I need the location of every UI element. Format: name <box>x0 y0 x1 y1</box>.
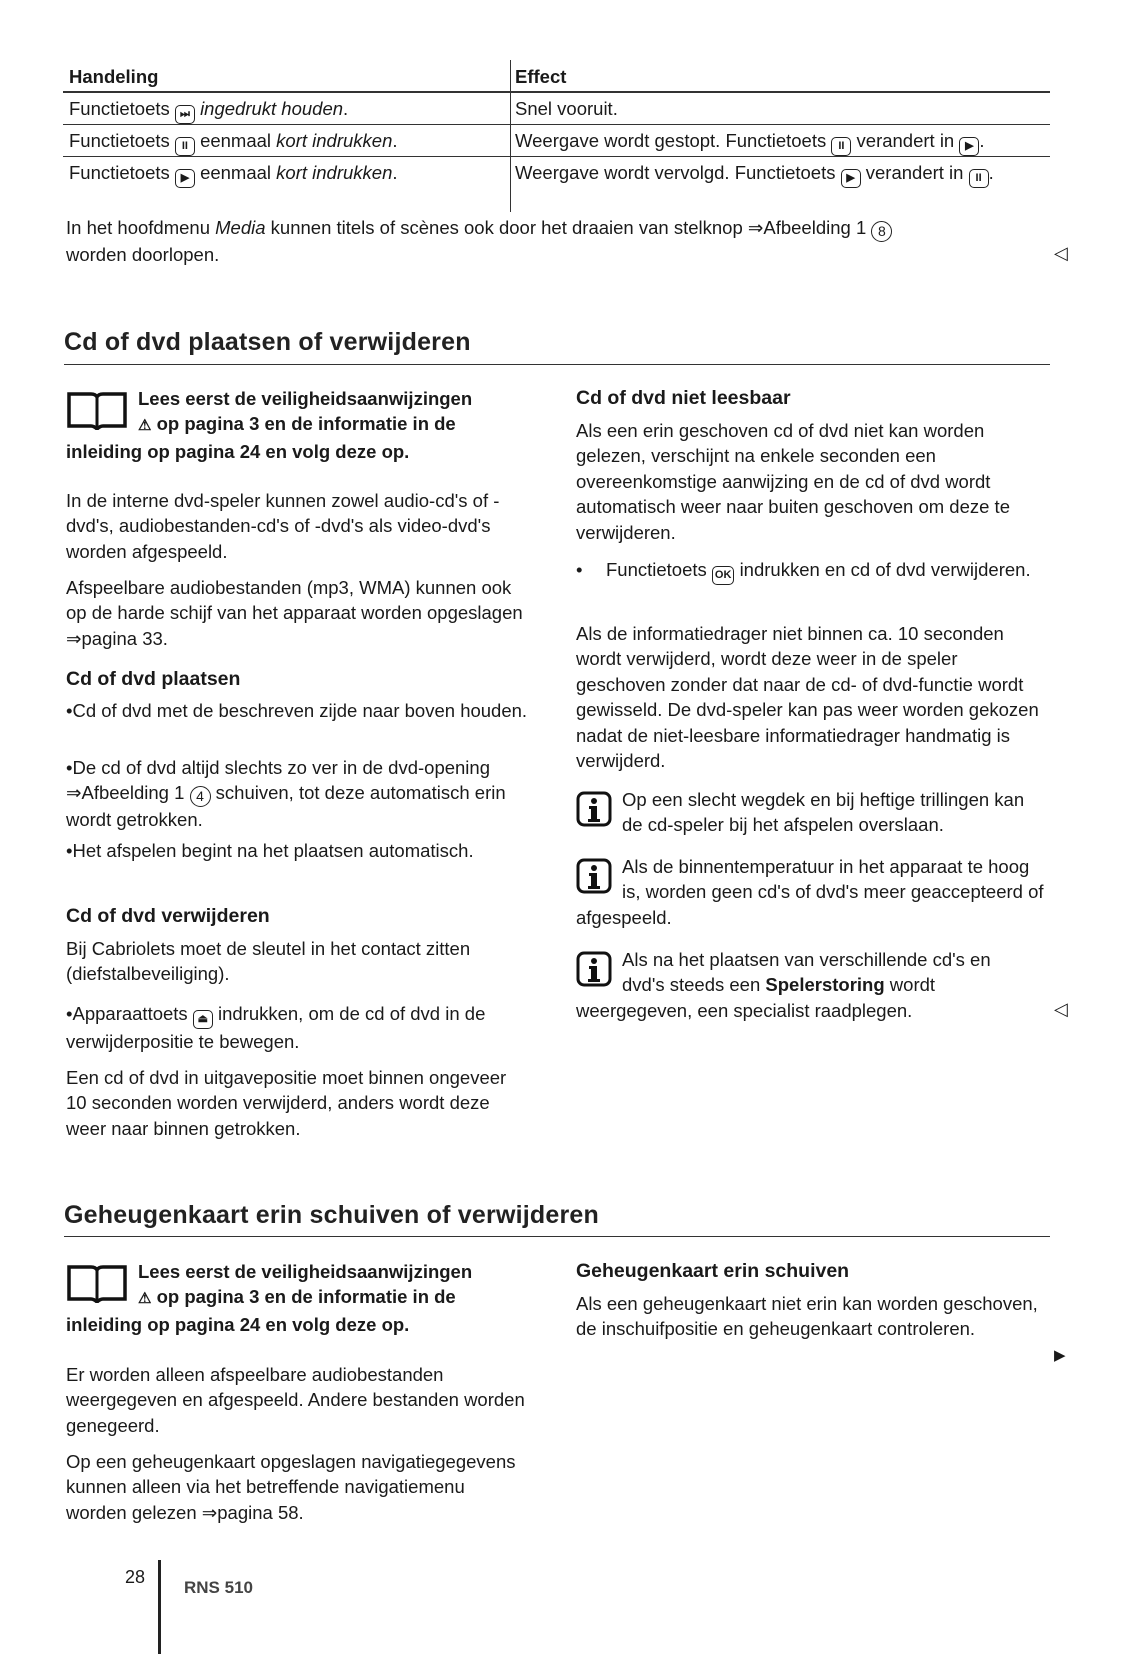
safety-note: Lees eerst de veiligheidsaanwijzingen ⚠ op pagina 3 en de informatie in de inleiding op pagina 24 en volg deze op. <box>66 1261 473 1335</box>
list-item: • Functietoets OK indrukken en cd of dvd verwijderen. <box>576 557 1046 585</box>
info-icon <box>576 858 612 894</box>
subheading: Cd of dvd niet leesbaar <box>576 387 791 409</box>
pause-key-icon: II <box>175 137 195 156</box>
play-key-icon: ▶ <box>175 169 195 188</box>
header-handeling: Handeling <box>69 66 159 87</box>
header-effect: Effect <box>515 66 567 87</box>
callout-number: 4 <box>190 786 211 807</box>
intro-paragraph: In het hoofdmenu Media kunnen titels of scènes ook door het draaien van stelknop ⇒Afbeelding 1 8 worden doorlopen. <box>66 215 1026 267</box>
subheading: Cd of dvd plaatsen <box>66 668 241 690</box>
column-divider <box>510 60 511 212</box>
eject-key-icon: ⏏ <box>193 1010 213 1029</box>
divider <box>64 1236 1050 1237</box>
pause-key-icon: II <box>969 169 989 188</box>
list-item: •Apparaattoets ⏏ indrukken, om de cd of dvd in de verwijderpositie te bewegen. <box>66 1003 486 1052</box>
divider <box>63 124 1050 125</box>
info-icon <box>576 951 612 987</box>
callout-number: 8 <box>871 221 892 242</box>
divider <box>63 91 1050 93</box>
divider <box>63 156 1050 157</box>
list-item: •Het afspelen begint na het plaatsen automatisch. <box>66 840 474 861</box>
list-item: •De cd of dvd altijd slechts zo ver in de dvd-opening ⇒Afbeelding 1 4 schuiven, tot deze automatisch erin wordt getrokken. <box>66 757 506 831</box>
info-note: Als de binnentemperatuur in het apparaat te hoog is, worden geen cd's of dvd's meer geaccepteerd of afgespeeld. <box>576 856 1044 928</box>
subheading: Cd of dvd verwijderen <box>66 905 270 927</box>
play-key-icon: ▶ <box>959 137 979 156</box>
subheading: Geheugenkaart erin schuiven <box>576 1260 850 1282</box>
warning-icon: ⚠ <box>138 417 152 435</box>
page-number: 28 <box>125 1567 146 1587</box>
info-note: Op een slecht wegdek en bij heftige trillingen kan de cd-speler bij het afspelen overslaan. <box>576 787 1046 838</box>
list-item: •Cd of dvd met de beschreven zijde naar boven houden. <box>66 700 528 721</box>
section-title: Geheugenkaart erin schuiven of verwijderen <box>64 1201 599 1229</box>
divider <box>64 364 1050 365</box>
book-icon <box>66 1261 128 1303</box>
end-marker-icon: ◁ <box>1054 243 1068 263</box>
footer-divider <box>158 1560 161 1654</box>
continue-arrow-icon: ▶ <box>1054 1347 1066 1364</box>
pause-key-icon: II <box>831 137 851 156</box>
ok-key-icon: OK <box>712 566 735 585</box>
section-title: Cd of dvd plaatsen of verwijderen <box>64 328 471 356</box>
fast-forward-key-icon: ⏭ <box>175 105 195 124</box>
end-marker-icon: ◁ <box>1054 999 1068 1019</box>
book-icon <box>66 388 128 430</box>
play-key-icon: ▶ <box>841 169 861 188</box>
info-note: Als na het plaatsen van verschillende cd's en dvd's steeds een Spelerstoring wordt weergegeven, een specialist raadplegen. <box>576 949 991 1021</box>
warning-icon: ⚠ <box>138 1290 152 1308</box>
footer-title: RNS 510 <box>184 1578 253 1597</box>
safety-note: Lees eerst de veiligheidsaanwijzingen ⚠ op pagina 3 en de informatie in de inleiding op pagina 24 en volg deze op. <box>66 388 473 462</box>
info-icon <box>576 791 612 827</box>
